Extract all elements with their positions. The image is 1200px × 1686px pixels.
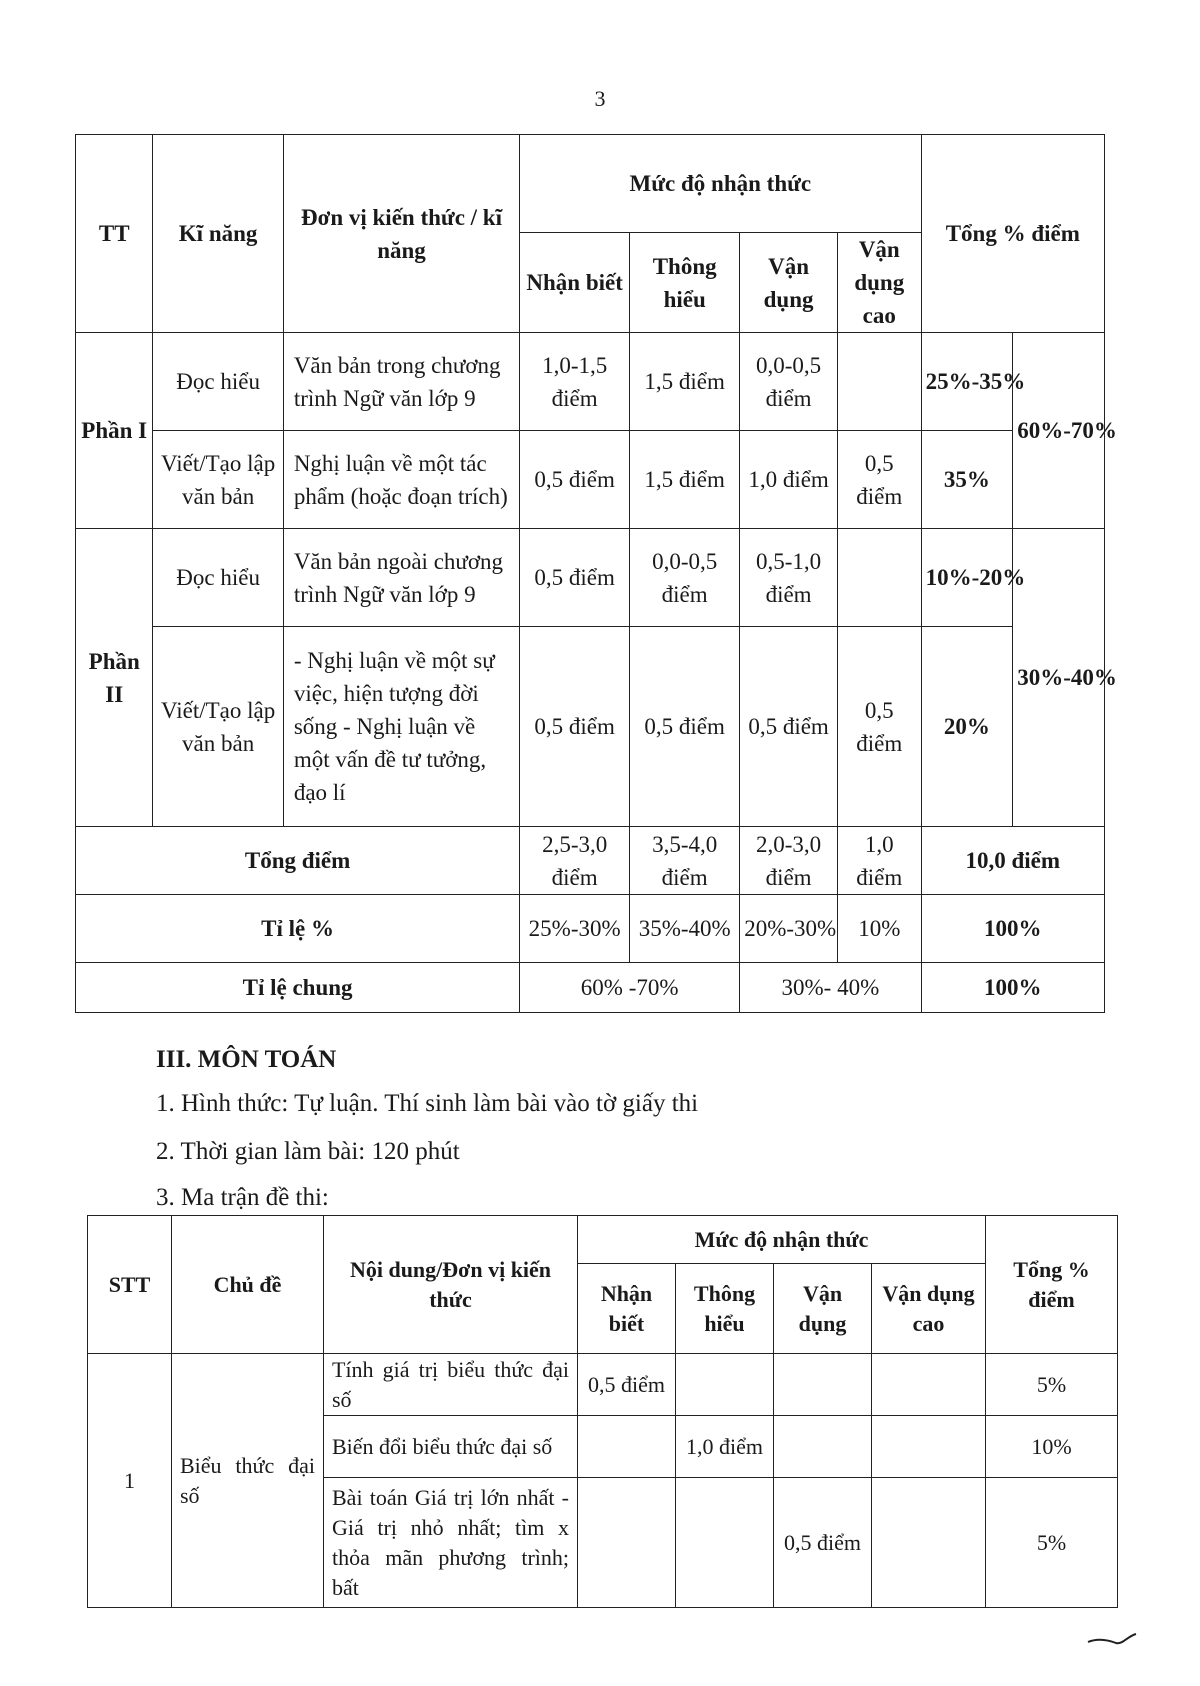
signature-mark (1086, 1628, 1142, 1652)
vd-cell: 0,5 điểm (740, 627, 838, 827)
header-chu-de: Chủ đề (172, 1216, 324, 1354)
tong-cell: 10%-20% (921, 529, 1013, 627)
vdc-cell (837, 529, 921, 627)
ti-le-total: 100% (921, 895, 1104, 963)
page-number: 3 (594, 86, 606, 111)
th-cell: 0,5 điểm (630, 627, 740, 827)
nb-cell: 0,5 điểm (520, 431, 630, 529)
ti-le-chung-a: 60% -70% (520, 963, 740, 1013)
header-van-dung-cao: Vận dụng cao (872, 1264, 986, 1354)
vdc-cell (872, 1478, 986, 1608)
ki-nang-cell: Đọc hiểu (153, 529, 283, 627)
header-noi-dung: Nội dung/Đơn vị kiến thức (324, 1216, 578, 1354)
header-muc-do: Mức độ nhận thức (578, 1216, 986, 1264)
vdc-cell: 0,5 điểm (837, 431, 921, 529)
header-van-dung: Vận dụng (740, 233, 838, 333)
phan-1-total: 60%-70% (1013, 333, 1105, 529)
header-van-dung-cao: Vận dụng cao (837, 233, 921, 333)
header-nhan-biet: Nhận biết (520, 233, 630, 333)
header-stt: STT (88, 1216, 172, 1354)
header-muc-do: Mức độ nhận thức (520, 135, 921, 233)
header-ki-nang: Kĩ năng (153, 135, 283, 333)
don-vi-cell: Văn bản trong chương trình Ngữ văn lớp 9 (283, 333, 519, 431)
header-tt: TT (76, 135, 153, 333)
th-cell: 1,5 điểm (630, 333, 740, 431)
header-van-dung: Vận dụng (774, 1264, 872, 1354)
vd-cell: 0,0-0,5 điểm (740, 333, 838, 431)
chu-de-cell: Biểu thức đại số (172, 1354, 324, 1608)
phan-2-label: Phần II (76, 529, 153, 827)
tong-cell: 5% (986, 1354, 1118, 1416)
vdc-cell (872, 1416, 986, 1478)
vd-cell: 0,5 điểm (774, 1478, 872, 1608)
header-tong: Tổng % điểm (921, 135, 1104, 333)
tong-diem-total: 10,0 điểm (921, 827, 1104, 895)
vd-cell: 1,0 điểm (740, 431, 838, 529)
ti-le-vd: 20%-30% (740, 895, 838, 963)
th-cell: 0,0-0,5 điểm (630, 529, 740, 627)
tong-cell: 10% (986, 1416, 1118, 1478)
vd-cell (774, 1354, 872, 1416)
nb-cell: 0,5 điểm (520, 627, 630, 827)
header-thong-hieu: Thông hiểu (630, 233, 740, 333)
th-cell: 1,5 điểm (630, 431, 740, 529)
ti-le-chung-b: 30%- 40% (740, 963, 921, 1013)
nb-cell: 1,0-1,5 điểm (520, 333, 630, 431)
ki-nang-cell: Viết/Tạo lập văn bản (153, 627, 283, 827)
ti-le-label: Tỉ lệ % (76, 895, 520, 963)
section-line-2: 2. Thời gian làm bài: 120 phút (156, 1138, 460, 1165)
vdc-cell (837, 333, 921, 431)
th-cell: 1,0 điểm (676, 1416, 774, 1478)
header-tong: Tổng % điểm (986, 1216, 1118, 1354)
vdc-cell: 0,5 điểm (837, 627, 921, 827)
phan-2-total: 30%-40% (1013, 529, 1105, 827)
tong-diem-th: 3,5-4,0 điểm (630, 827, 740, 895)
vd-cell: 0,5-1,0 điểm (740, 529, 838, 627)
noi-dung-cell: Bài toán Giá trị lớn nhất - Giá trị nhỏ nhất; tìm x thỏa mãn phương trình; bất (324, 1478, 578, 1608)
don-vi-cell: Văn bản ngoài chương trình Ngữ văn lớp 9 (283, 529, 519, 627)
phan-1-label: Phần I (76, 333, 153, 529)
tong-diem-vd: 2,0-3,0 điểm (740, 827, 838, 895)
section-title: III. MÔN TOÁN (156, 1046, 337, 1073)
header-nhan-biet: Nhận biết (578, 1264, 676, 1354)
tong-cell: 5% (986, 1478, 1118, 1608)
don-vi-cell: - Nghị luận về một sự việc, hiện tượng đời sống - Nghị luận về một vấn đề tư tưởng, đạo lí (283, 627, 519, 827)
literature-matrix-table (75, 134, 1117, 1013)
vdc-cell (872, 1354, 986, 1416)
th-cell (676, 1354, 774, 1416)
ti-le-vdc: 10% (837, 895, 921, 963)
section-line-3: 3. Ma trận đề thi: (156, 1184, 329, 1211)
header-thong-hieu: Thông hiểu (676, 1264, 774, 1354)
tong-cell: 25%-35% (921, 333, 1013, 431)
header-don-vi: Đơn vị kiến thức / kĩ năng (283, 135, 519, 333)
ti-le-chung-label: Tỉ lệ chung (76, 963, 520, 1013)
ki-nang-cell: Đọc hiểu (153, 333, 283, 431)
ki-nang-cell: Viết/Tạo lập văn bản (153, 431, 283, 529)
vd-cell (774, 1416, 872, 1478)
nb-cell: 0,5 điểm (578, 1354, 676, 1416)
tong-diem-label: Tổng điểm (76, 827, 520, 895)
tong-diem-vdc: 1,0 điểm (837, 827, 921, 895)
noi-dung-cell: Biến đổi biểu thức đại số (324, 1416, 578, 1478)
nb-cell (578, 1416, 676, 1478)
section-line-1: 1. Hình thức: Tự luận. Thí sinh làm bài vào tờ giấy thi (156, 1090, 699, 1117)
tong-cell: 20% (921, 627, 1013, 827)
nb-cell (578, 1478, 676, 1608)
stt-cell: 1 (88, 1354, 172, 1608)
ti-le-th: 35%-40% (630, 895, 740, 963)
don-vi-cell: Nghị luận về một tác phẩm (hoặc đoạn trích) (283, 431, 519, 529)
ti-le-nb: 25%-30% (520, 895, 630, 963)
ti-le-chung-total: 100% (921, 963, 1104, 1013)
noi-dung-cell: Tính giá trị biểu thức đại số (324, 1354, 578, 1416)
math-matrix-table (87, 1215, 1118, 1608)
tong-cell: 35% (921, 431, 1013, 529)
nb-cell: 0,5 điểm (520, 529, 630, 627)
tong-diem-nb: 2,5-3,0 điểm (520, 827, 630, 895)
th-cell (676, 1478, 774, 1608)
